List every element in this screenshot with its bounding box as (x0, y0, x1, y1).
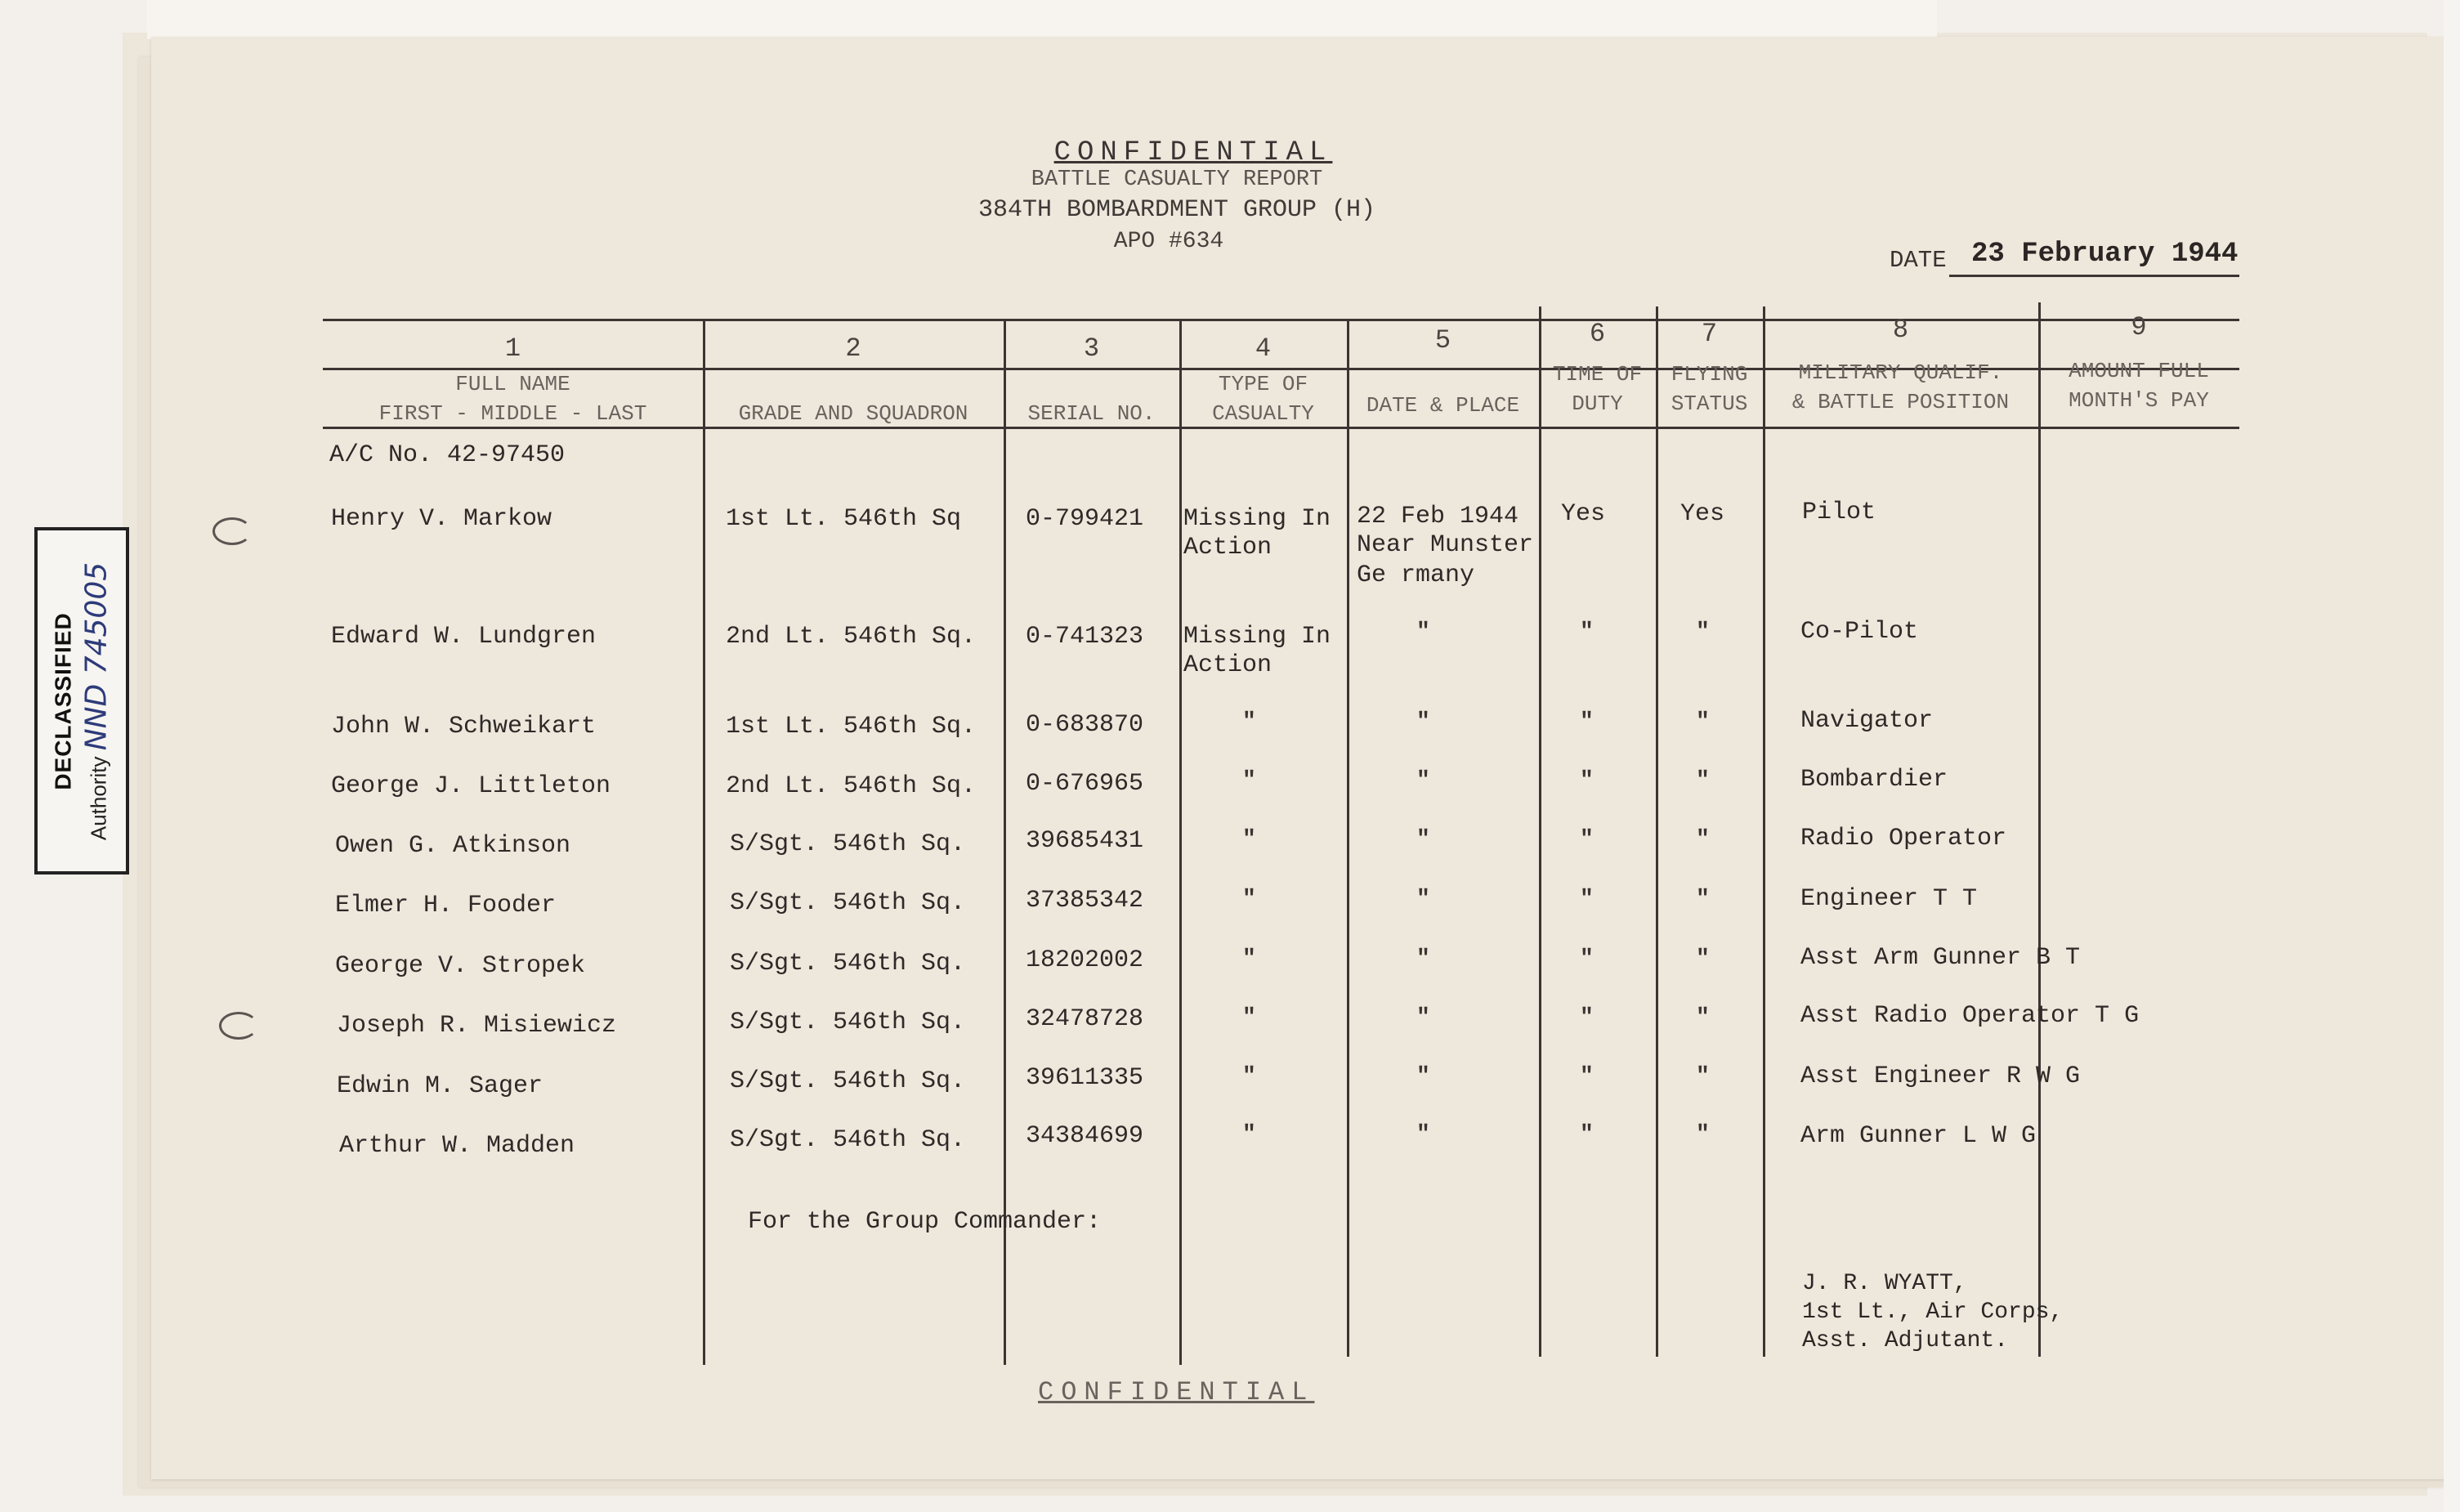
ditto-mark: " (1242, 768, 1256, 794)
column-header (703, 399, 1004, 428)
date-label: DATE (1890, 247, 1947, 274)
column-number: 8 (1892, 315, 1909, 345)
column-header-line: FULL NAME (455, 372, 570, 396)
column-header (1763, 358, 2038, 417)
column-divider (703, 319, 705, 1365)
crew-position: Arm Gunner L W G (1800, 1122, 2037, 1150)
crew-casualty: Missing In (1183, 505, 1331, 533)
crew-duty: Yes (1561, 500, 1606, 528)
ditto-mark: " (1242, 946, 1256, 972)
column-header (1179, 369, 1347, 428)
column-header-line: STATUS (1671, 391, 1748, 416)
crew-serial: 39685431 (1026, 827, 1144, 855)
column-divider (1539, 306, 1541, 1357)
column-header (1347, 391, 1539, 420)
signatory-rank: 1st Lt., Air Corps, (1802, 1300, 2064, 1325)
crew-serial: 0-799421 (1026, 505, 1144, 533)
ditto-mark: " (1580, 827, 1594, 852)
ditto-mark: " (1696, 709, 1710, 735)
ditto-mark: " (1696, 827, 1710, 852)
crew-name: George J. Littleton (331, 772, 611, 800)
crew-serial: 37385342 (1026, 887, 1144, 915)
column-header-line: FIRST - MIDDLE - LAST (378, 401, 647, 426)
date-value: 23 February 1944 (1971, 239, 2239, 270)
stamp-authority-label: Authority (86, 756, 111, 840)
ditto-mark: " (1242, 887, 1256, 912)
ditto-mark: " (1242, 827, 1256, 852)
column-divider (1347, 319, 1349, 1357)
column-divider (2038, 302, 2041, 1357)
column-header-line: TYPE OF (1218, 372, 1308, 396)
column-header-line: SERIAL NO. (1027, 401, 1156, 426)
crew-name: George V. Stropek (335, 952, 586, 980)
crew-date-place: Near Munster (1357, 531, 1534, 559)
ditto-mark: " (1242, 1064, 1256, 1089)
ditto-mark: " (1416, 620, 1430, 645)
column-header-line: & BATTLE POSITION (1791, 390, 2010, 414)
ditto-mark: " (1696, 1005, 1710, 1031)
stamp-text (51, 561, 114, 839)
crew-grade: S/Sgt. 546th Sq. (730, 1067, 966, 1095)
crew-serial: 0-741323 (1026, 623, 1144, 651)
column-header-line: CASUALTY (1212, 401, 1314, 426)
crew-grade: S/Sgt. 546th Sq. (730, 889, 966, 917)
crew-position: Navigator (1800, 707, 1934, 735)
crew-name: Edward W. Lundgren (331, 623, 597, 651)
crew-serial: 18202002 (1026, 946, 1144, 974)
declassified-stamp (34, 527, 129, 875)
ditto-mark: " (1242, 709, 1256, 735)
column-header-line: TIME OF (1552, 362, 1643, 387)
crew-name: Henry V. Markow (331, 505, 552, 533)
ditto-mark: " (1696, 887, 1710, 912)
crew-position: Co-Pilot (1800, 618, 1919, 646)
stamp-title: DECLASSIFIED (50, 611, 76, 790)
ditto-mark: " (1696, 620, 1710, 645)
column-number: 3 (1083, 333, 1100, 364)
column-header-line: MILITARY QUALIF. (1798, 360, 2003, 385)
column-header-line: AMOUNT FULL (2069, 359, 2209, 383)
crew-name: Arthur W. Madden (339, 1132, 575, 1160)
crew-grade: S/Sgt. 546th Sq. (730, 1009, 966, 1036)
ditto-mark: " (1580, 709, 1594, 735)
ditto-mark: " (1580, 887, 1594, 912)
crew-position: Engineer T T (1800, 885, 1978, 913)
column-number: 9 (2131, 312, 2147, 342)
crew-grade: 1st Lt. 546th Sq (726, 505, 962, 533)
ditto-mark: " (1696, 768, 1710, 794)
crew-position: Asst Radio Operator T G (1800, 1002, 2140, 1030)
column-header-line: FLYING (1671, 362, 1748, 387)
signatory-title: Asst. Adjutant. (1802, 1328, 2009, 1353)
aircraft-number: A/C No. 42-97450 (329, 441, 566, 469)
crew-serial: 0-676965 (1026, 770, 1144, 798)
ditto-mark: " (1580, 620, 1594, 645)
punch-hole (219, 1012, 258, 1040)
unit-name: 384TH BOMBARDMENT GROUP (H) (977, 196, 1376, 224)
crew-name: Owen G. Atkinson (335, 832, 571, 860)
column-header-line: MONTH'S PAY (2069, 388, 2209, 413)
crew-casualty: Action (1183, 651, 1272, 679)
crew-grade: S/Sgt. 546th Sq. (730, 1126, 966, 1154)
crew-serial: 0-683870 (1026, 711, 1144, 739)
column-divider (1179, 319, 1182, 1365)
ditto-mark: " (1416, 946, 1430, 972)
ditto-mark: " (1580, 1122, 1594, 1147)
crew-serial: 32478728 (1026, 1005, 1144, 1033)
crew-position: Pilot (1802, 499, 1876, 526)
column-header (1539, 360, 1656, 418)
classification-heading: CONFIDENTIAL (1053, 137, 1333, 168)
crew-name: Elmer H. Fooder (335, 892, 557, 919)
signatory-name: J. R. WYATT, (1802, 1271, 1967, 1296)
stamp-authority-row (80, 561, 114, 839)
crew-grade: S/Sgt. 546th Sq. (730, 830, 966, 858)
column-number: 5 (1434, 325, 1451, 356)
page-edge (147, 0, 1937, 39)
crew-serial: 34384699 (1026, 1122, 1144, 1150)
crew-name: Edwin M. Sager (337, 1072, 543, 1100)
ditto-mark: " (1580, 768, 1594, 794)
column-header-line: DATE & PLACE (1366, 393, 1520, 418)
bottom-classification: CONFIDENTIAL (1038, 1377, 1315, 1407)
crew-position: Asst Engineer R W G (1800, 1062, 2081, 1090)
crew-serial: 39611335 (1026, 1064, 1144, 1092)
ditto-mark: " (1580, 1064, 1594, 1089)
column-number: 4 (1255, 333, 1272, 364)
crew-name: Joseph R. Misiewicz (337, 1012, 617, 1040)
crew-grade: 2nd Lt. 546th Sq. (726, 623, 977, 651)
ditto-mark: " (1416, 887, 1430, 912)
ditto-mark: " (1696, 946, 1710, 972)
crew-date-place: 22 Feb 1944 (1357, 503, 1519, 530)
column-number: 2 (845, 333, 861, 364)
ditto-mark: " (1416, 1005, 1430, 1031)
ditto-mark: " (1242, 1005, 1256, 1031)
crew-casualty: Action (1183, 534, 1272, 561)
ditto-mark: " (1696, 1122, 1710, 1147)
crew-name: John W. Schweikart (331, 713, 597, 740)
crew-flying: Yes (1680, 500, 1725, 528)
ditto-mark: " (1416, 1122, 1430, 1147)
column-divider (1763, 306, 1765, 1357)
crew-casualty: Missing In (1183, 623, 1331, 651)
column-header (1656, 360, 1763, 418)
ditto-mark: " (1416, 768, 1430, 794)
ditto-mark: " (1580, 1005, 1594, 1031)
crew-position: Asst Arm Gunner B T (1800, 944, 2081, 972)
crew-grade: 1st Lt. 546th Sq. (726, 713, 977, 740)
crew-date-place: Ge rmany (1357, 561, 1475, 589)
column-number: 1 (504, 333, 521, 364)
crew-position: Radio Operator (1800, 825, 2007, 852)
column-header-line: DUTY (1572, 391, 1623, 416)
column-header (323, 369, 703, 428)
ditto-mark: " (1580, 946, 1594, 972)
apo-number: APO #634 (1113, 229, 1224, 254)
ditto-mark: " (1416, 709, 1430, 735)
report-type: BATTLE CASUALTY REPORT (1031, 168, 1323, 192)
column-number: 7 (1701, 319, 1718, 349)
date-underline (1949, 275, 2239, 277)
column-header-line: GRADE AND SQUADRON (738, 401, 968, 426)
crew-grade: 2nd Lt. 546th Sq. (726, 772, 977, 800)
crew-grade: S/Sgt. 546th Sq. (730, 950, 966, 977)
crew-position: Bombardier (1800, 766, 1948, 794)
column-divider (1656, 306, 1658, 1357)
column-header (1004, 399, 1179, 428)
stamp-authority-number: NND 745005 (79, 561, 114, 750)
ditto-mark: " (1696, 1064, 1710, 1089)
for-commander-line: For the Group Commander: (748, 1208, 1102, 1236)
column-header (2038, 356, 2239, 415)
ditto-mark: " (1416, 827, 1430, 852)
ditto-mark: " (1416, 1064, 1430, 1089)
ditto-mark: " (1242, 1122, 1256, 1147)
column-number: 6 (1589, 319, 1606, 349)
page-margin (2444, 0, 2460, 1512)
punch-hole (212, 517, 252, 545)
